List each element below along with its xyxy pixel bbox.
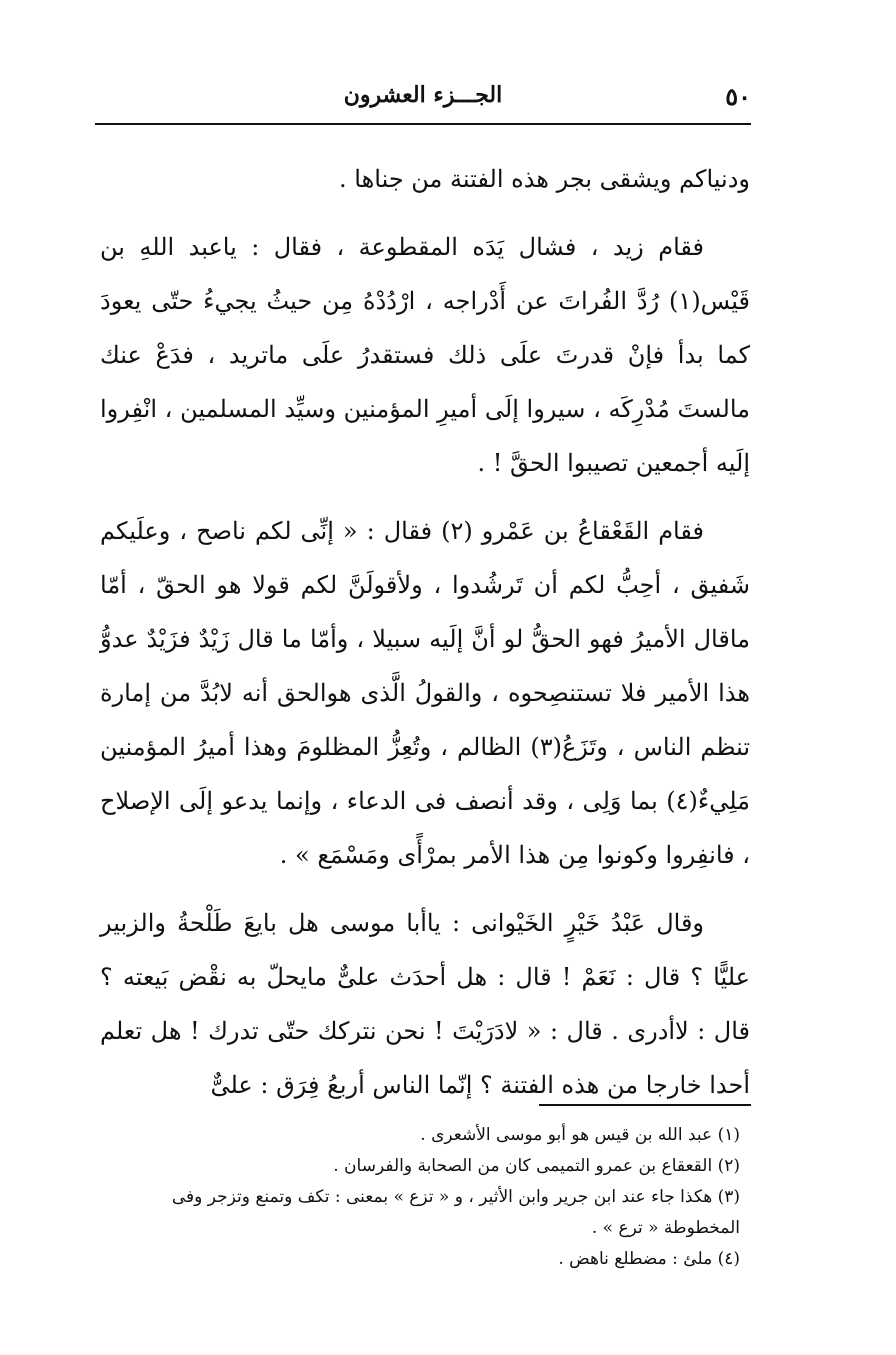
main-text	[100, 152, 750, 1126]
footnote-4: (٤) ملئ : مضطلع ناهض .	[558, 1249, 740, 1269]
footnote-2: (٢) القعقاع بن عمرو التميمى كان من الصحابة والفرسان .	[333, 1156, 740, 1176]
header-rule	[95, 123, 751, 125]
paragraph-abd-khayr: وقال عَبْدُ خَيْرٍ الخَيْوانى : ياأبا موسى هل بايعَ طَلْحةُ والزبير عليًّا ؟ قال : نَعَمْ ! قال : هل أحدَث علىٌّ مايحلّ به نقْض بَيعته ؟ قال : لاأدرى . قال : « لادَرَيْتَ ! نحن نتركك حتّى تدرك ! هل تعلم أحدا خارجا من هذه الفتنة ؟ إنّما الناس أربعُ فِرَق : علىٌّ	[100, 909, 750, 1099]
running-title: الجـــزء العشرون	[343, 82, 503, 108]
page-number: ٥٠	[725, 82, 751, 111]
footnotes	[110, 1120, 750, 1275]
footnote-3: (٣) هكذا جاء عند ابن جرير وابن الأثير ، و « تزع » بمعنى : تكف وتمنع وتزجر وفى المخطوطة « ترع » .	[171, 1187, 740, 1238]
page-header	[95, 78, 751, 118]
paragraph-zayd: فقام زيد ، فشال يَدَه المقطوعة ، فقال : ياعبد اللهِ بن قَيْس(١) رُدَّ الفُراتَ عن أَدْراجه ، ارْدُدْهُ مِن حيثُ يجيءُ حتّى يعودَ كما بدأ فإنْ قدرتَ علَى ذلك فستقدرُ علَى ماتريد ، فدَعْ عنك مالستَ مُدْرِكَه ، سيروا إلَى أميرِ المؤمنين وسيِّد المسلمين ، انْفِروا إلَيه أجمعين تصيبوا الحقَّ ! .	[100, 233, 751, 477]
paragraph-continuation: ودنياكم ويشقى بجر هذه الفتنة من جناها .	[339, 165, 750, 193]
footnote-rule	[539, 1104, 751, 1106]
paragraph-qaqaa: فقام القَعْقاعُ بن عَمْرو (٢) فقال : « إنِّى لكم ناصح ، وعلَيكم شَفيق ، أحِبُّ لكم أن تَرشُدوا ، ولأقولَنَّ لكم قولا هو الحقّ ، أمّا ماقال الأميرُ فهو الحقُّ لو أنَّ إلَيه سبيلا ، وأمّا ما قال زَيْدٌ فزَيْدٌ عدوُّ هذا الأمير فلا تستنصِحوه ، والقولُ الَّذى هوالحق أنه لابُدَّ من إمارة تنظم الناس ، وتَزَعُ(٣) الظالم ، وتُعِزُّ المظلومَ وهذا أميرُ المؤمنين مَلِيءٌ(٤) بما وَلِى ، وقد أنصف فى الدعاء ، وإنما يدعو إلَى الإصلاح ، فانفِروا وكونوا مِن هذا الأمر بمرْأًى ومَسْمَع » .	[100, 517, 750, 869]
footnote-1: (١) عبد الله بن قيس هو أبو موسى الأشعرى .	[420, 1125, 740, 1145]
